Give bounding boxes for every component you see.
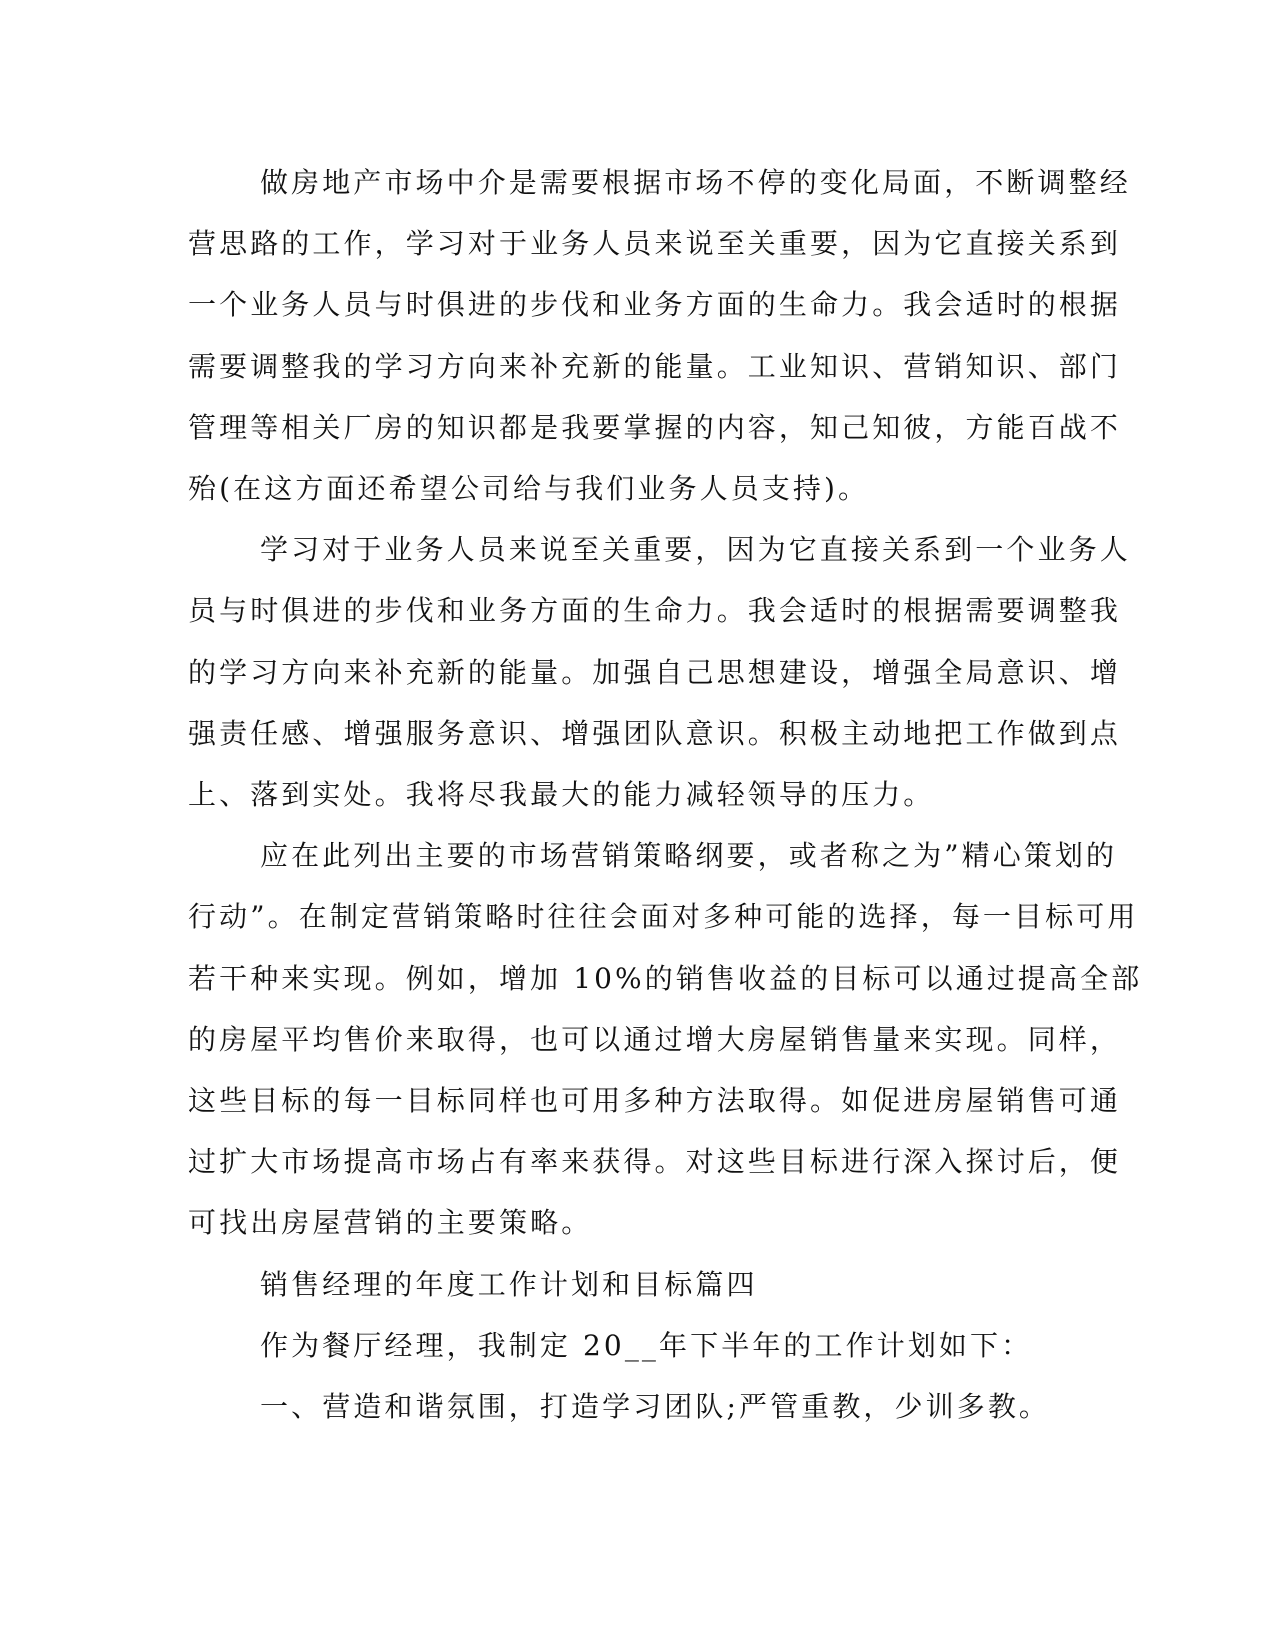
text-line: 应在此列出主要的市场营销策略纲要，或者称之为”精心策划的 bbox=[260, 839, 1118, 873]
text-line: 的房屋平均售价来取得，也可以通过增大房屋销售量来实现。同样， bbox=[188, 1022, 1122, 1056]
text-line: 可找出房屋营销的主要策略。 bbox=[188, 1206, 593, 1240]
paragraph-2 bbox=[188, 519, 1131, 825]
text-line: 过扩大市场提高市场占有率来获得。对这些目标进行深入探讨后，便 bbox=[188, 1145, 1122, 1179]
text-line: 需要调整我的学习方向来补充新的能量。工业知识、营销知识、部门 bbox=[188, 349, 1122, 383]
text-line: 若干种来实现。例如，增加 10%的销售收益的目标可以通过提高全部 bbox=[188, 961, 1143, 995]
text-line: 学习对于业务人员来说至关重要，因为它直接关系到一个业务人 bbox=[260, 533, 1131, 567]
text-line: 做房地产市场中介是需要根据市场不停的变化局面，不断调整经 bbox=[260, 166, 1131, 199]
text-line: 一个业务人员与时俱进的步伐和业务方面的生命力。我会适时的根据 bbox=[188, 288, 1122, 322]
text-line: 营思路的工作，学习对于业务人员来说至关重要，因为它直接关系到 bbox=[188, 227, 1122, 261]
list-item: 一、营造和谐氛围，打造学习团队;严管重教，少训多教。 bbox=[260, 1390, 1051, 1424]
text-line: 管理等相关厂房的知识都是我要掌握的内容，知己知彼，方能百战不 bbox=[188, 410, 1122, 444]
document-page bbox=[188, 152, 1143, 1437]
text-line: 这些目标的每一目标同样也可用多种方法取得。如促进房屋销售可通 bbox=[188, 1084, 1122, 1118]
text-line: 的学习方向来补充新的能量。加强自己思想建设，增强全局意识、增 bbox=[188, 655, 1122, 689]
paragraph-3 bbox=[188, 825, 1143, 1253]
text-line: 行动”。在制定营销策略时往往会面对多种可能的选择，每一目标可用 bbox=[188, 900, 1139, 934]
section-heading: 销售经理的年度工作计划和目标篇四 bbox=[260, 1267, 758, 1301]
text-line: 上、落到实处。我将尽我最大的能力减轻领导的压力。 bbox=[188, 778, 935, 812]
paragraph-1 bbox=[188, 152, 1131, 519]
text-line: 殆(在这方面还希望公司给与我们业务人员支持)。 bbox=[188, 472, 870, 506]
text-line: 强责任感、增强服务意识、增强团队意识。积极主动地把工作做到点 bbox=[188, 716, 1122, 750]
text-line: 员与时俱进的步伐和业务方面的生命力。我会适时的根据需要调整我 bbox=[188, 594, 1122, 628]
intro-line: 作为餐厅经理，我制定 20__年下半年的工作计划如下： bbox=[260, 1328, 1033, 1362]
